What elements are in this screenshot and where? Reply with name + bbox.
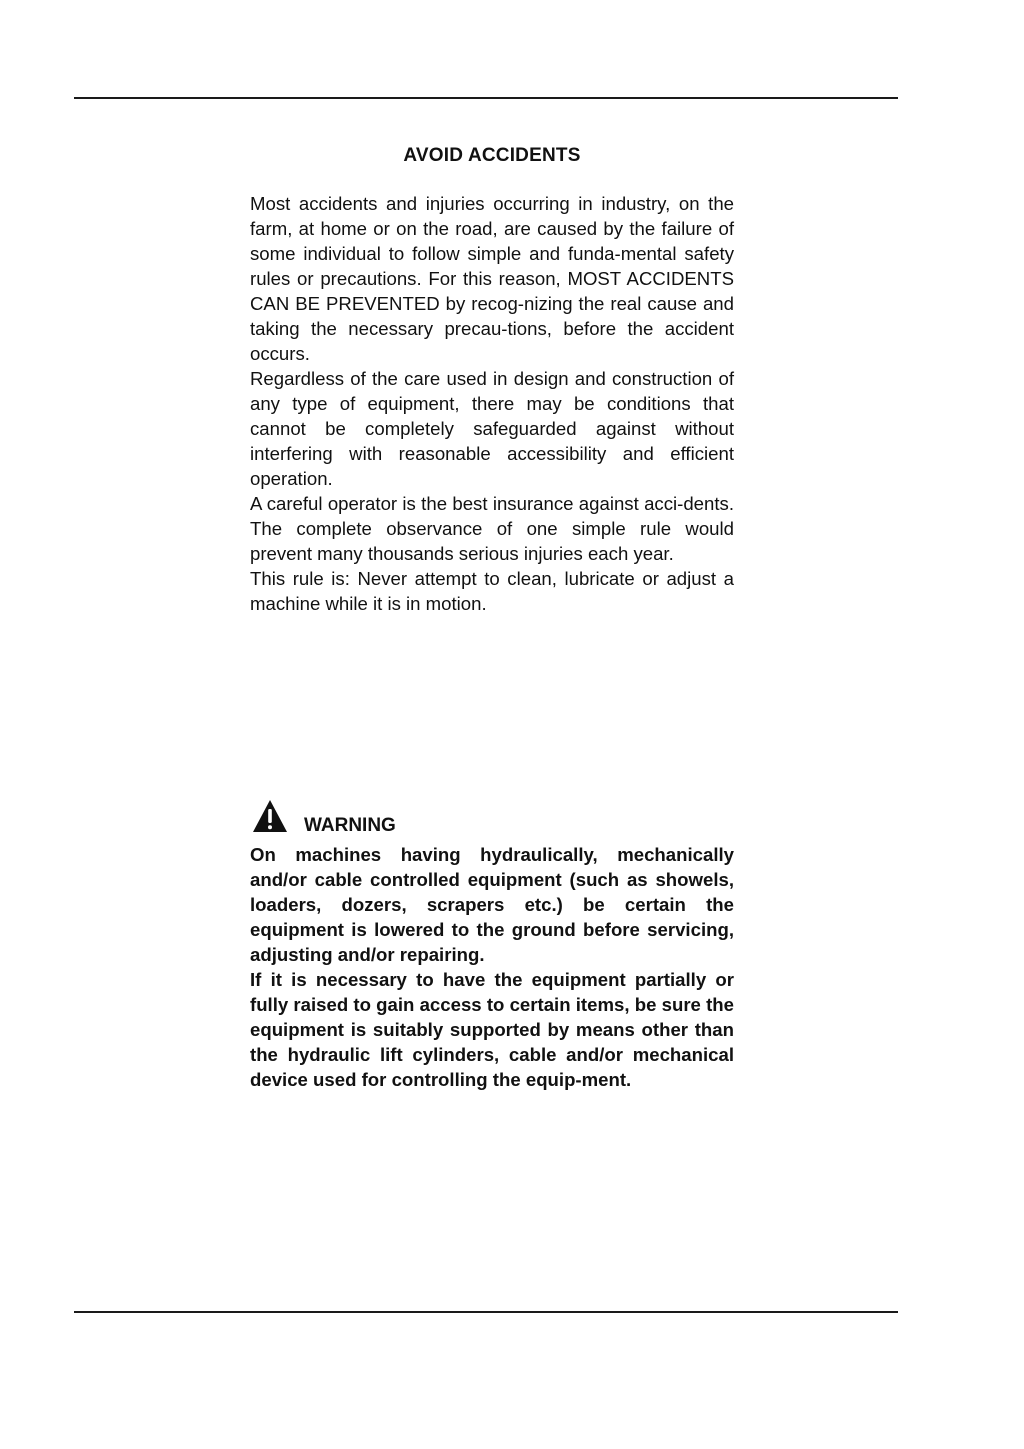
warning-body: [250, 842, 734, 1092]
page-title: AVOID ACCIDENTS: [403, 145, 581, 166]
warning-header: [250, 799, 734, 837]
bottom-divider: [74, 1311, 898, 1313]
body-paragraph: This rule is: Never attempt to clean, lubricate or adjust a machine while it is in motion.: [250, 568, 734, 614]
warning-paragraph: On machines having hydraulically, mechanically and/or cable controlled equipment (such as showels, loaders, dozers, scrapers etc.) be certain the equipment is lowered to the ground before servicing, adjusting and/or repairing.: [250, 844, 734, 965]
safety-body: [250, 191, 734, 616]
body-paragraph: A careful operator is the best insurance against acci-dents. The complete observance of one simple rule would prevent many thousands serious injuries each year.: [250, 493, 734, 564]
warning-triangle-icon: [252, 799, 288, 833]
body-paragraph: Most accidents and injuries occurring in industry, on the farm, at home or on the road, are caused by the failure of some individual to follow simple and funda-mental safety rules or precautions. For this reason, MOST ACCIDENTS CAN BE PREVENTED by recog-nizing the real cause and taking the necessary precau-tions, before the accident occurs.: [250, 193, 734, 364]
body-paragraph: Regardless of the care used in design and construction of any type of equipment, there may be conditions that cannot be completely safeguarded against without interfering with reasonable accessibility and efficient operation.: [250, 368, 734, 489]
warning-paragraph: If it is necessary to have the equipment partially or fully raised to gain access to certain items, be sure the equipment is suitably supported by means other than the hydraulic lift cylinders, cable and/or mechanical device used for controlling the equip-ment.: [250, 969, 734, 1090]
top-divider: [74, 97, 898, 99]
warning-label: WARNING: [304, 815, 396, 836]
